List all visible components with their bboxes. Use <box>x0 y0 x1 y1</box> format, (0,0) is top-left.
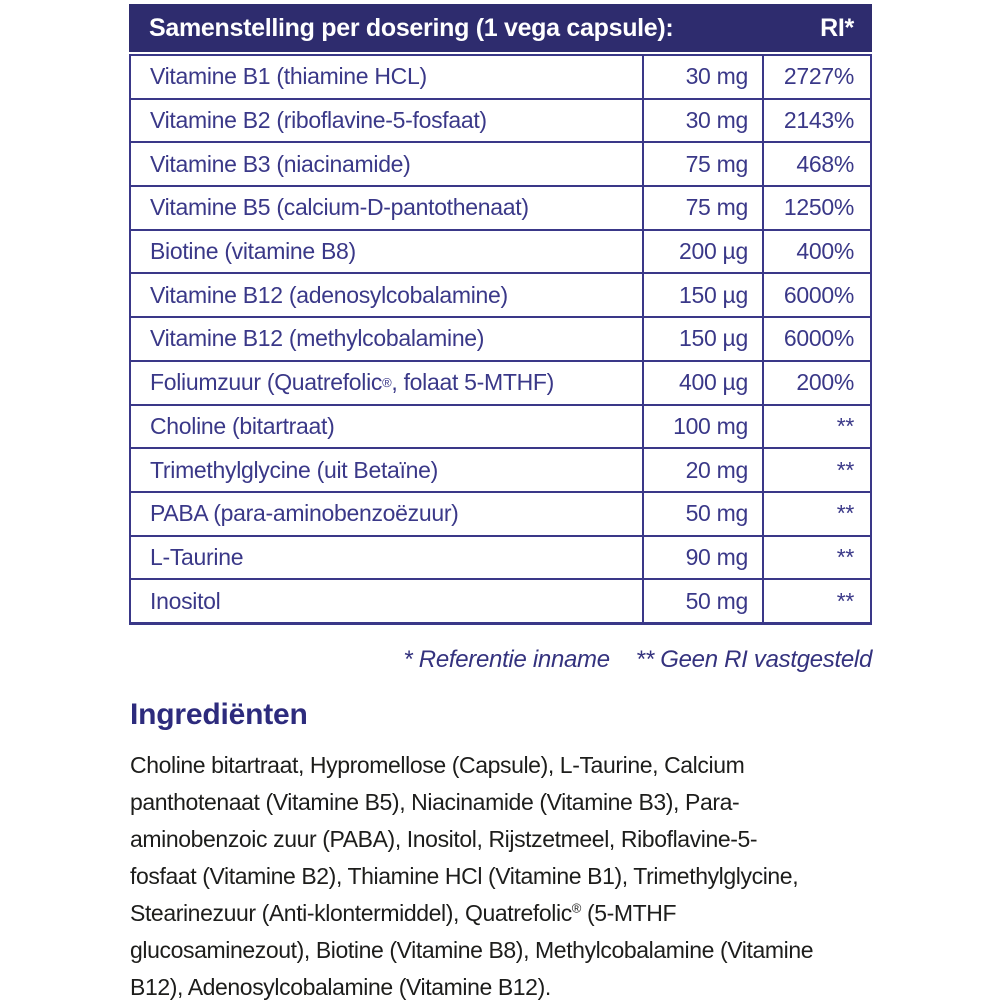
table-row <box>131 580 870 622</box>
table-body <box>129 54 872 625</box>
table-row <box>131 231 870 275</box>
ingredient-name: Foliumzuur (Quatrefolic ® , folaat 5-MTHF) <box>150 369 555 396</box>
table-row <box>131 449 870 493</box>
ingredients-heading: Ingrediënten <box>130 698 308 731</box>
ingredient-amount: 75 mg <box>642 143 762 185</box>
table-row <box>131 143 870 187</box>
ingredient-amount: 400 µg <box>642 362 762 404</box>
table-header-ri: RI* <box>820 13 854 42</box>
ingredient-name: Choline (bitartraat) <box>150 412 335 439</box>
ingredients-line: Choline bitartraat, Hypromellose (Capsule), L-Taurine, Calcium <box>130 752 745 778</box>
ingredient-ri: 2143% <box>762 100 870 142</box>
table-row <box>131 187 870 231</box>
ingredients-paragraph <box>130 747 910 1000</box>
table-header <box>129 4 872 52</box>
ingredient-amount: 50 mg <box>642 580 762 622</box>
composition-table <box>129 4 872 625</box>
table-row <box>131 493 870 537</box>
ingredient-amount: 75 mg <box>642 187 762 229</box>
ingredient-amount: 90 mg <box>642 537 762 579</box>
ingredient-ri: ** <box>762 449 870 491</box>
ingredient-amount: 150 µg <box>642 318 762 360</box>
table-row <box>131 274 870 318</box>
ingredient-name: Inositol <box>150 587 221 614</box>
ingredient-amount: 100 mg <box>642 406 762 448</box>
ingredient-ri: 1250% <box>762 187 870 229</box>
ingredient-ri: ** <box>762 406 870 448</box>
ingredients-line: aminobenzoic zuur (PABA), Inositol, Rijstzetmeel, Riboflavine-5- <box>130 826 758 852</box>
ingredient-amount: 30 mg <box>642 100 762 142</box>
ingredient-name: Vitamine B12 (adenosylcobalamine) <box>150 281 508 308</box>
ingredient-ri: 400% <box>762 231 870 273</box>
footnote-no-ri: ** Geen RI vastgesteld <box>635 646 872 673</box>
ingredients-line: glucosaminezout), Biotine (Vitamine B8), Methylcobalamine (Vitamine <box>130 937 814 963</box>
ingredients-line: fosfaat (Vitamine B2), Thiamine HCl (Vitamine B1), Trimethylglycine, <box>130 863 799 889</box>
ingredient-name: Vitamine B2 (riboflavine-5-fosfaat) <box>150 107 487 134</box>
footnote-reference-intake: * Referentie inname <box>403 646 610 673</box>
table-header-title: Samenstelling per dosering (1 vega capsule): <box>149 13 674 42</box>
ingredient-name: Vitamine B12 (methylcobalamine) <box>150 325 485 352</box>
ingredient-name: L-Taurine <box>150 543 244 570</box>
ingredient-name: Biotine (vitamine B8) <box>150 238 356 265</box>
ingredient-amount: 200 µg <box>642 231 762 273</box>
table-row <box>131 100 870 144</box>
table-row <box>131 537 870 581</box>
ingredient-name: PABA (para-aminobenzoëzuur) <box>150 500 459 527</box>
ingredients-line: Stearinezuur (Anti-klontermiddel), Quatrefolic® (5-MTHF <box>130 900 677 926</box>
ingredients-line: panthotenaat (Vitamine B5), Niacinamide (Vitamine B3), Para- <box>130 789 740 815</box>
ingredient-ri: ** <box>762 493 870 535</box>
table-row <box>131 362 870 406</box>
ingredient-amount: 20 mg <box>642 449 762 491</box>
ingredients-line: B12), Adenosylcobalamine (Vitamine B12). <box>130 974 551 1000</box>
ingredient-name: Trimethylglycine (uit Betaïne) <box>150 456 438 483</box>
ingredient-name: Vitamine B3 (niacinamide) <box>150 150 411 177</box>
ingredient-ri: 468% <box>762 143 870 185</box>
table-row <box>131 56 870 100</box>
table-row <box>131 318 870 362</box>
ingredient-ri: 6000% <box>762 318 870 360</box>
ingredient-ri: 6000% <box>762 274 870 316</box>
ingredient-amount: 30 mg <box>642 56 762 98</box>
footnote <box>403 646 872 674</box>
ingredient-ri: 200% <box>762 362 870 404</box>
ingredient-name: Vitamine B5 (calcium-D-pantothenaat) <box>150 194 529 221</box>
table-row <box>131 406 870 450</box>
ingredient-ri: ** <box>762 580 870 622</box>
ingredient-ri: ** <box>762 537 870 579</box>
ingredient-amount: 50 mg <box>642 493 762 535</box>
ingredient-name: Vitamine B1 (thiamine HCL) <box>150 63 427 90</box>
ingredient-amount: 150 µg <box>642 274 762 316</box>
ingredient-ri: 2727% <box>762 56 870 98</box>
